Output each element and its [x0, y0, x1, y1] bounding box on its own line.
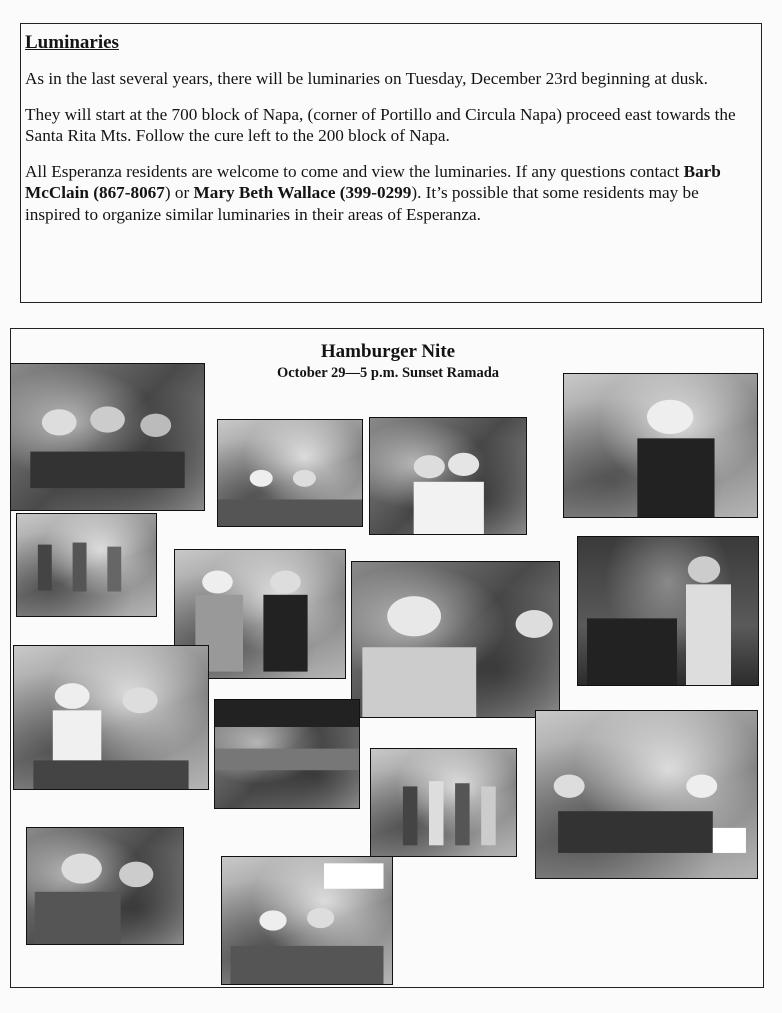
contact-mary-beth: Mary Beth Wallace (399-0299 — [193, 183, 412, 202]
luminaries-paragraph-1: As in the last several years, there will be luminaries on Tuesday, December 23rd beginning at dusk. — [25, 69, 708, 88]
invite-text: All Esperanza residents are welcome to come and view the luminaries. If any questions contact — [25, 161, 684, 181]
luminaries-heading: Luminaries — [25, 32, 119, 53]
photo-standing-group — [16, 513, 157, 617]
connector-text: ) or — [164, 183, 194, 202]
luminaries-paragraph-3 — [25, 161, 757, 226]
photo-cook-cap — [563, 373, 758, 518]
route-line-2: Santa Rita Mts. Follow the cure left to the 200 block of Napa. — [25, 126, 450, 145]
photo-group-table-left — [10, 363, 205, 511]
contact-barb: Barb McClain (867-8067 — [25, 161, 721, 202]
photo-table-chat — [13, 645, 209, 790]
photo-ramada-crowd — [214, 699, 360, 809]
hamburger-subtitle: October 29—5 p.m. Sunset Ramada — [276, 365, 500, 381]
route-line-1: They will start at the 700 block of Napa, (corner of Portillo and Circula Napa) proceed east towards the — [25, 104, 736, 124]
photo-patio-tables — [221, 856, 393, 985]
photo-couple-smiling — [369, 417, 527, 535]
photo-older-couple — [26, 827, 184, 945]
photo-woman-closeup — [351, 561, 560, 718]
hamburger-nite-box — [10, 328, 764, 988]
closing-text: ). It’s possible that some residents may be inspired to organize similar luminaries in their areas of Esperanza. — [25, 183, 699, 224]
photo-grill-cook — [577, 536, 759, 686]
photo-standing-five — [370, 748, 517, 857]
photo-long-table — [535, 710, 758, 879]
luminaries-box — [20, 23, 762, 303]
photo-patio-crowd — [217, 419, 363, 527]
luminaries-paragraph-2 — [25, 104, 757, 147]
hamburger-title: Hamburger Nite — [320, 341, 456, 362]
